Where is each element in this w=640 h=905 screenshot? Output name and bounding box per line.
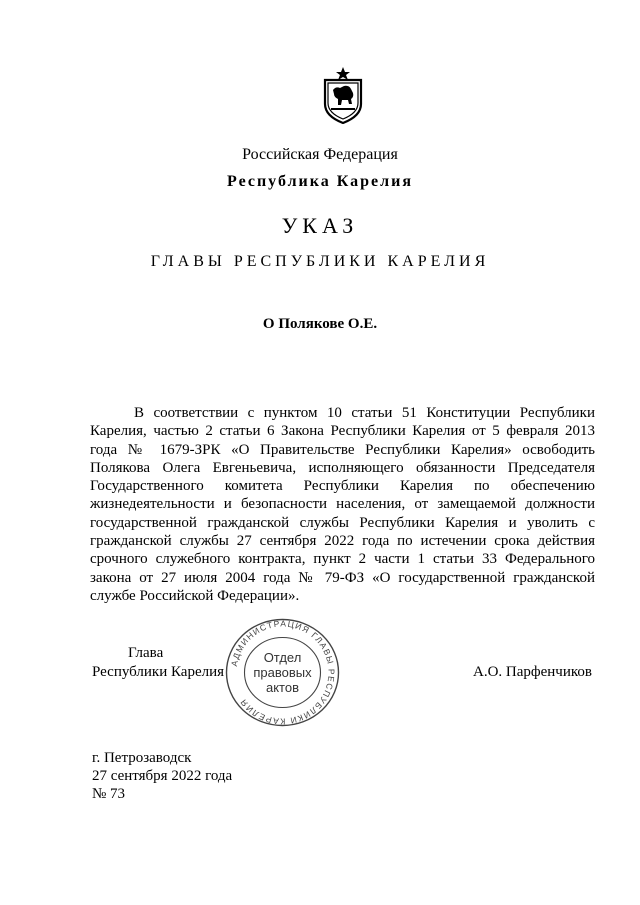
stamp-ring-text: АДМИНИСТРАЦИЯ ГЛАВЫ РЕСПУБЛИКИ КАРЕЛИЯ — [228, 618, 337, 727]
signatory-title-line1: Глава — [128, 645, 164, 661]
stamp-line1: Отдел — [263, 650, 302, 665]
stamp-line3: актов — [265, 680, 300, 695]
issue-date: 27 сентября 2022 года — [92, 768, 233, 784]
issue-city: г. Петрозаводск — [92, 750, 192, 766]
official-stamp — [220, 615, 345, 730]
decree-number: № 73 — [92, 786, 126, 802]
document-type-title: УКАЗ — [281, 213, 359, 238]
issuer-heading: ГЛАВЫ РЕСПУБЛИКИ КАРЕЛИЯ — [150, 253, 490, 270]
decree-body-text: В соответствии с пунктом 10 статьи 51 Конституции Республики Карелия, частью 2 статьи 6 Закона Республики Карелия от 5 февраля 2013 года № 1679-ЗРК «О Правительстве Республики Карелия» освободить Полякова Олега Евгеньевича, исполняющего обязанности Председателя Государственного комитета Республики Карелия по обеспечению жизнедеятельности и безопасности населения, от замещаемой должности государственной гражданской службы Республики Карелия и уволить с гражданской службы 27 сентября 2022 года по истечении срока действия срочного служебного контракта, пункт 2 части 1 статьи 33 Федерального закона от 27 июля 2004 года № 79-ФЗ «О государственной гражданской службе Российской Федерации». — [90, 405, 595, 604]
stamp-line2: правовых — [253, 665, 312, 680]
document-subject: О Полякове О.Е. — [262, 316, 378, 332]
signatory-title-line2: Республики Карелия — [92, 664, 225, 680]
republic-heading: Республика Карелия — [227, 173, 413, 190]
coat-of-arms-icon — [322, 66, 364, 124]
federation-heading: Российская Федерация — [242, 146, 398, 163]
signatory-name: А.О. Парфенчиков — [473, 664, 592, 680]
